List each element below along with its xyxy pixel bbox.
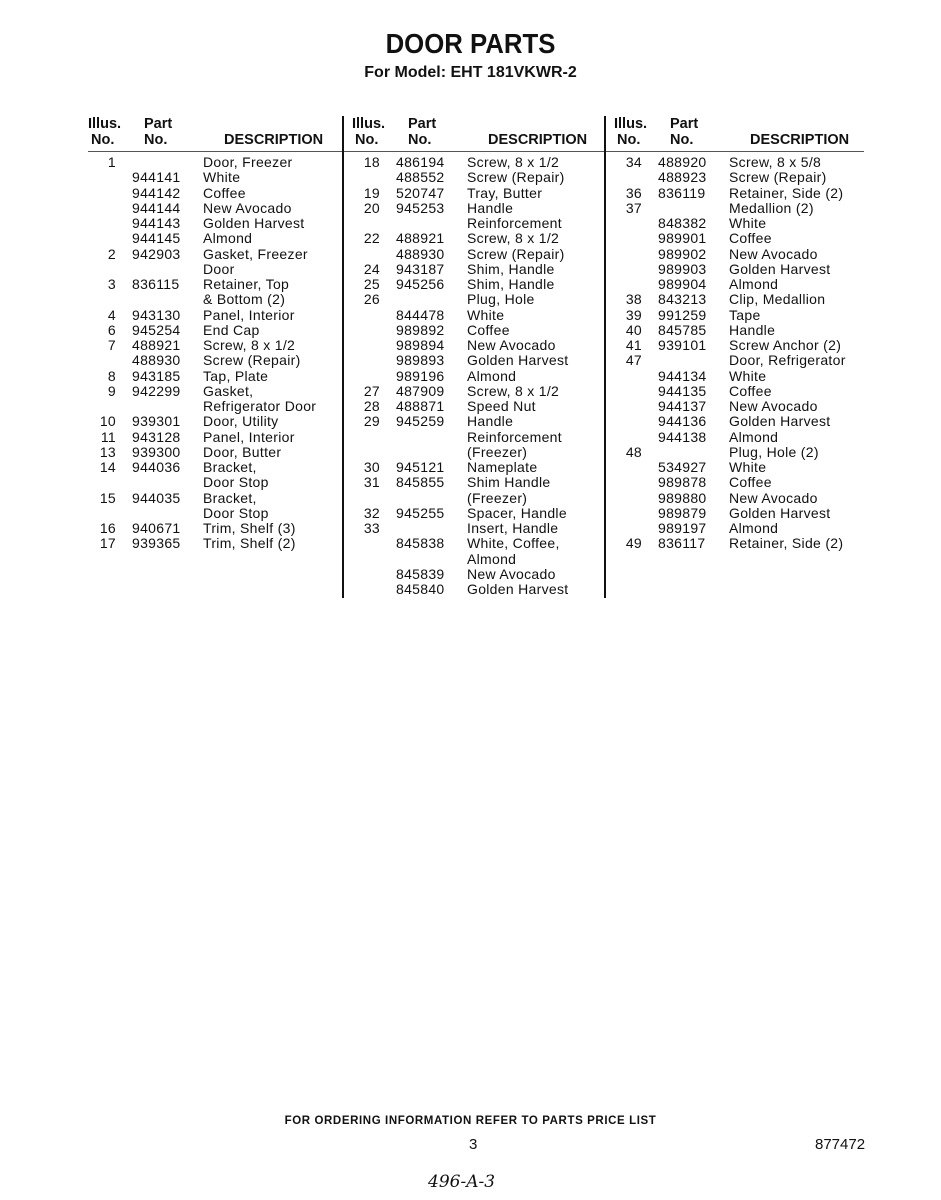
- illus-number: 3: [107, 276, 116, 292]
- description: New Avocado: [203, 199, 292, 216]
- description: New Avocado: [467, 337, 556, 353]
- description-header: DESCRIPTION: [750, 132, 850, 148]
- description: (Freezer): [467, 489, 528, 506]
- part-number: 520747: [396, 184, 445, 201]
- description-header: DESCRIPTION: [488, 132, 588, 148]
- illus-number: 17: [99, 535, 116, 552]
- description: (Freezer): [467, 443, 528, 460]
- part-number: 944145: [132, 230, 181, 247]
- part-header: Part: [670, 116, 699, 132]
- column-divider: [604, 116, 606, 598]
- description: Insert, Handle: [467, 520, 559, 536]
- description: Tape: [729, 306, 761, 323]
- description: Door, Utility: [203, 413, 279, 430]
- part-number: 989894: [396, 337, 445, 353]
- description: Screw (Repair): [203, 352, 301, 369]
- column-header: [614, 116, 876, 152]
- part-number: 944136: [658, 413, 707, 430]
- part-number: 488921: [396, 230, 445, 247]
- illus-number: 31: [363, 474, 380, 491]
- description: Golden Harvest: [467, 352, 569, 369]
- part-number: 945256: [396, 276, 445, 292]
- description: New Avocado: [729, 245, 818, 262]
- description: Spacer, Handle: [467, 504, 567, 521]
- description: Screw, 8 x 1/2: [467, 230, 560, 247]
- description: Handle: [729, 321, 776, 338]
- part-number: 845785: [658, 321, 707, 338]
- description-header: DESCRIPTION: [224, 132, 324, 148]
- description: New Avocado: [729, 489, 818, 506]
- description: Retainer, Side (2): [729, 535, 844, 552]
- part-number: 945259: [396, 413, 445, 430]
- description: Nameplate: [467, 459, 538, 475]
- part-number: 944036: [132, 459, 181, 475]
- column-header: [352, 116, 614, 152]
- description: Gasket, Freezer: [203, 245, 308, 262]
- part-number: 843213: [658, 291, 707, 308]
- part-number: 989197: [658, 520, 707, 536]
- illus-number: 16: [99, 520, 116, 536]
- description: Almond: [203, 230, 253, 247]
- description: Bracket,: [203, 459, 257, 475]
- part-number: 989892: [396, 321, 445, 338]
- part-number: 943128: [132, 428, 181, 445]
- part-number: 945255: [396, 504, 445, 521]
- illus-number: 22: [363, 230, 380, 247]
- description: Door, Freezer: [203, 154, 293, 170]
- illus-number: 7: [107, 337, 116, 353]
- part-number: 944138: [658, 428, 707, 445]
- column-divider: [342, 116, 344, 598]
- part-header: Part: [144, 116, 173, 132]
- description: Reinforcement: [467, 215, 562, 231]
- part-number: 989903: [658, 260, 707, 277]
- description: White: [729, 215, 767, 231]
- part-number: 487909: [396, 382, 445, 399]
- part-number: 488552: [396, 169, 445, 186]
- part-number: 836115: [132, 276, 180, 292]
- description: Trim, Shelf (2): [203, 535, 296, 552]
- illus-number: 32: [363, 504, 380, 521]
- description: Golden Harvest: [729, 504, 831, 521]
- part-number: 944143: [132, 215, 181, 231]
- part-number: 939300: [132, 443, 181, 460]
- description: Golden Harvest: [729, 260, 831, 277]
- description: Screw Anchor (2): [729, 337, 842, 353]
- description: Handle: [467, 413, 514, 430]
- part-number: 845838: [396, 535, 445, 552]
- illus-number: 13: [99, 443, 116, 460]
- description: Shim Handle: [467, 474, 551, 491]
- description: Refrigerator Door: [203, 398, 317, 414]
- description: Bracket,: [203, 489, 257, 506]
- part-number: 534927: [658, 459, 707, 475]
- description: Screw, 8 x 1/2: [467, 154, 560, 170]
- part-no-header: No.: [408, 132, 432, 148]
- description: Golden Harvest: [467, 581, 569, 597]
- parts-column-1: [88, 116, 350, 152]
- illus-number: 47: [625, 352, 642, 369]
- part-number: 989878: [658, 474, 707, 491]
- description: & Bottom (2): [203, 291, 286, 308]
- part-number: 944135: [658, 382, 707, 399]
- illus-header: Illus.: [614, 116, 648, 132]
- description: Gasket,: [203, 382, 254, 399]
- description: Coffee: [203, 184, 246, 201]
- part-number: 989904: [658, 276, 707, 292]
- illus-number: 4: [107, 306, 116, 323]
- description: Handle: [467, 199, 514, 216]
- part-no-header: No.: [670, 132, 694, 148]
- part-number: 939301: [132, 413, 181, 430]
- illus-number: 48: [625, 443, 642, 460]
- page-title: DOOR PARTS: [385, 28, 556, 59]
- document-number: 877472: [815, 1136, 866, 1153]
- description: White: [729, 459, 767, 475]
- illus-number: 41: [625, 337, 642, 353]
- handwritten-note: 496-A-3: [428, 1172, 496, 1192]
- description: Door, Refrigerator: [729, 352, 846, 369]
- description: Clip, Medallion: [729, 291, 826, 308]
- description: Almond: [729, 520, 779, 536]
- description: Golden Harvest: [729, 413, 831, 430]
- description: Coffee: [729, 474, 772, 491]
- description: Coffee: [729, 382, 772, 399]
- description: Golden Harvest: [203, 215, 305, 231]
- part-number: 939101: [658, 337, 707, 353]
- part-number: 944134: [658, 367, 707, 384]
- illus-number: 27: [363, 382, 380, 399]
- description: Panel, Interior: [203, 428, 295, 445]
- part-number: 989893: [396, 352, 445, 369]
- part-number: 836119: [658, 184, 706, 201]
- description: Almond: [729, 276, 779, 292]
- part-number: 944137: [658, 398, 707, 414]
- description: Speed Nut: [467, 398, 536, 414]
- illus-number: 11: [100, 428, 116, 445]
- part-number: 844478: [396, 306, 445, 323]
- description: Door: [203, 260, 235, 277]
- part-number: 945253: [396, 199, 445, 216]
- illus-number: 38: [625, 291, 642, 308]
- description: Screw, 8 x 1/2: [203, 337, 296, 353]
- part-number: 945121: [396, 459, 445, 475]
- description: Screw, 8 x 5/8: [729, 154, 822, 170]
- part-number: 486194: [396, 154, 445, 170]
- illus-number: 15: [99, 489, 116, 506]
- illus-number: 24: [363, 260, 380, 277]
- description: Tray, Butter: [467, 184, 543, 201]
- illus-number: 19: [363, 184, 380, 201]
- description: End Cap: [203, 321, 260, 338]
- illus-number: 40: [625, 321, 642, 338]
- description: New Avocado: [467, 565, 556, 582]
- illus-number: 29: [363, 413, 380, 430]
- description: White: [729, 367, 767, 384]
- illus-number: 28: [363, 398, 380, 414]
- description: Retainer, Top: [203, 276, 290, 292]
- ordering-note: FOR ORDERING INFORMATION REFER TO PARTS PRICE LIST: [284, 1115, 657, 1127]
- description: Almond: [467, 550, 517, 567]
- part-number: 943185: [132, 367, 181, 384]
- header-rule: [88, 151, 864, 152]
- part-number: 488923: [658, 169, 707, 186]
- part-number: 942903: [132, 245, 181, 262]
- parts-column-3: [614, 116, 876, 152]
- part-number: 940671: [132, 520, 181, 536]
- illus-no-header: No.: [355, 132, 379, 148]
- description: Door Stop: [203, 504, 269, 521]
- illus-number: 9: [107, 382, 116, 399]
- part-number: 939365: [132, 535, 181, 552]
- description: Plug, Hole: [467, 291, 535, 308]
- description: Almond: [467, 367, 517, 384]
- part-number: 488921: [132, 337, 181, 353]
- description: White: [467, 306, 505, 323]
- illus-number: 26: [363, 291, 380, 308]
- description: Reinforcement: [467, 428, 562, 445]
- illus-number: 36: [625, 184, 642, 201]
- illus-number: 8: [107, 367, 116, 384]
- illus-no-header: No.: [617, 132, 641, 148]
- illus-number: 49: [625, 535, 642, 552]
- part-number: 488871: [396, 398, 445, 414]
- part-number: 944035: [132, 489, 181, 506]
- part-no-header: No.: [144, 132, 168, 148]
- part-number: 945254: [132, 321, 181, 338]
- part-number: 845839: [396, 565, 445, 582]
- description: Screw (Repair): [467, 245, 565, 262]
- description: Shim, Handle: [467, 260, 555, 277]
- illus-number: 14: [99, 459, 116, 475]
- part-number: 989901: [658, 230, 707, 247]
- page-number: 3: [469, 1136, 478, 1153]
- part-number: 836117: [658, 535, 706, 552]
- illus-number: 2: [107, 245, 116, 262]
- description: Tap, Plate: [203, 367, 269, 384]
- part-number: 944142: [132, 184, 181, 201]
- part-number: 845840: [396, 581, 445, 597]
- illus-number: 20: [363, 199, 380, 216]
- illus-number: 25: [363, 276, 380, 292]
- part-number: 989902: [658, 245, 707, 262]
- description: Screw (Repair): [467, 169, 565, 186]
- description: White, Coffee,: [467, 535, 560, 552]
- part-number: 943187: [396, 260, 445, 277]
- part-header: Part: [408, 116, 437, 132]
- part-number: 488930: [396, 245, 445, 262]
- description: Plug, Hole (2): [729, 443, 819, 460]
- part-number: 989196: [396, 367, 445, 384]
- description: Door Stop: [203, 474, 269, 491]
- illus-number: 39: [625, 306, 642, 323]
- illus-number: 18: [363, 154, 380, 170]
- column-header: [88, 116, 350, 152]
- illus-header: Illus.: [352, 116, 386, 132]
- part-number: 991259: [658, 306, 707, 323]
- part-number: 942299: [132, 382, 181, 399]
- model-subtitle: For Model: EHT 181VKWR-2: [364, 64, 577, 81]
- parts-column-2: [352, 116, 614, 152]
- part-number: 989880: [658, 489, 707, 506]
- illus-number: 30: [363, 459, 380, 475]
- illus-no-header: No.: [91, 132, 115, 148]
- part-number: 488930: [132, 352, 181, 369]
- description: White: [203, 169, 241, 186]
- description: New Avocado: [729, 398, 818, 414]
- description: Screw, 8 x 1/2: [467, 382, 560, 399]
- part-number: 488920: [658, 154, 707, 170]
- description: Coffee: [467, 321, 510, 338]
- description: Screw (Repair): [729, 169, 827, 186]
- illus-number: 10: [99, 413, 116, 430]
- part-number: 943130: [132, 306, 181, 323]
- description: Almond: [729, 428, 779, 445]
- description: Retainer, Side (2): [729, 184, 844, 201]
- description: Shim, Handle: [467, 276, 555, 292]
- illus-number: 34: [625, 154, 642, 170]
- part-number: 944144: [132, 199, 181, 216]
- illus-number: 6: [107, 321, 116, 338]
- description: Coffee: [729, 230, 772, 247]
- illus-number: 37: [625, 199, 642, 216]
- part-number: 944141: [132, 169, 181, 186]
- description: Medallion (2): [729, 199, 814, 216]
- part-number: 989879: [658, 504, 707, 521]
- description: Door, Butter: [203, 443, 282, 460]
- description: Panel, Interior: [203, 306, 295, 323]
- illus-header: Illus.: [88, 116, 122, 132]
- part-number: 848382: [658, 215, 707, 231]
- illus-number: 33: [363, 520, 380, 536]
- illus-number: 1: [107, 154, 116, 170]
- description: Trim, Shelf (3): [203, 520, 296, 536]
- part-number: 845855: [396, 474, 445, 491]
